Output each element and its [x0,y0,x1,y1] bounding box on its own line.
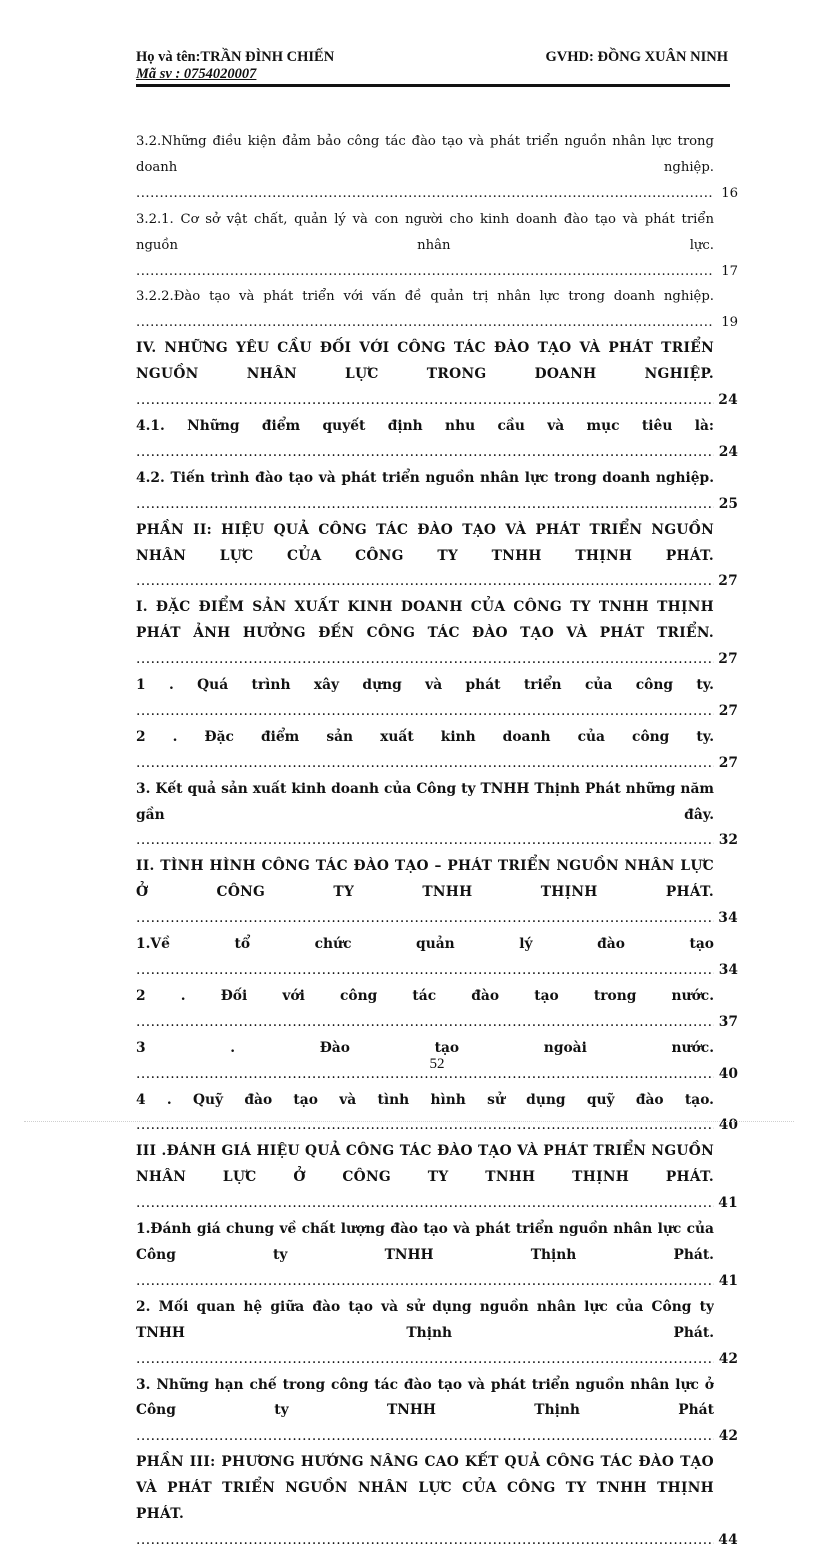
toc-entry-iii-3 [136,1373,738,1451]
toc-entry-title: 4.1. Những điểm quyết định nhu cầu và mục tiêu là: ..... [136,414,714,466]
toc-entry-3-2-1 [136,207,738,285]
toc-entry-section-iv [136,336,738,414]
toc-entry-page: 34 [718,910,738,927]
toc-entry-page: 27 [718,702,738,719]
toc-entry-page: 24 [718,392,738,409]
toc-entry-title: 3. Kết quả sản xuất kinh doanh của Công ty TNHH Thịnh Phát những năm gần đây. ..... [136,777,714,855]
toc-entry-section-i [136,595,738,673]
toc-entry-page: 25 [718,495,738,512]
table-of-contents [136,129,738,1554]
toc-entry-page: 41 [718,1195,738,1212]
toc-entry-page: 42 [718,1350,738,1367]
page-divider [24,1121,794,1122]
toc-entry-title: 1.Về tổ chức quản lý đào tạo ..... [136,932,714,984]
toc-entry-page: 44 [718,1531,738,1548]
page-number: 52 [429,1056,445,1072]
toc-entry-title: 3. Những hạn chế trong công tác đào tạo và phát triển nguồn nhân lực ở Công ty TNHH Thịnh Phát ..... [136,1373,714,1451]
toc-entry-title: 2 . Đối với công tác đào tạo trong nước. ..... [136,984,714,1036]
toc-entry-page: 24 [718,443,738,460]
toc-entry-title: IV. NHỮNG YÊU CẦU ĐỐI VỚI CÔNG TÁC ĐÀO TẠO VÀ PHÁT TRIỂN NGUỒN NHÂN LỰC TRONG DOANH NGHIỆP. ..... [136,336,714,414]
toc-entry-iii-1 [136,1217,738,1295]
toc-entry-4-1 [136,414,738,466]
toc-entry-part-iii [136,1450,738,1554]
toc-entry-page: 19 [721,315,738,331]
toc-entry-title: I. ĐẶC ĐIỂM SẢN XUẤT KINH DOANH CỦA CÔNG TY TNHH THỊNH PHÁT ẢNH HƯỞNG ĐẾN CÔNG TÁC ĐÀO TẠO VÀ PHÁT TRIỂN. ..... [136,595,714,673]
toc-entry-page: 16 [721,185,738,201]
toc-entry-title: 1 . Quá trình xây dựng và phát triển của công ty. ..... [136,673,714,725]
toc-entry-title: II. TÌNH HÌNH CÔNG TÁC ĐÀO TẠO – PHÁT TRIỂN NGUỒN NHÂN LỰC Ở CÔNG TY TNHH THỊNH PHÁT. ..... [136,854,714,932]
toc-entry-section-ii [136,854,738,932]
toc-entry-title: 2 . Đặc điểm sản xuất kinh doanh của công ty. ..... [136,725,714,777]
toc-entry-page: 17 [721,263,738,279]
toc-entry-title: 1.Đánh giá chung về chất lượng đào tạo và phát triển nguồn nhân lực của Công ty TNHH Thịnh Phát. ..... [136,1217,714,1295]
toc-entry-title: 3.2.Những điều kiện đảm bảo công tác đào tạo và phát triển nguồn nhân lực trong doanh nghiệp. ..... [136,129,714,207]
advisor-name: GVHD: ĐỒNG XUÂN NINH [545,49,728,65]
toc-entry-page: 34 [718,962,738,978]
toc-entry-title: 4.2. Tiến trình đào tạo và phát triển nguồn nhân lực trong doanh nghiệp. ..... [136,466,714,518]
student-name: Họ và tên:TRẦN ĐÌNH CHIẾN [136,49,335,65]
toc-entry-title: 3.2.2.Đào tạo và phát triển với vấn đề quản trị nhân lực trong doanh nghiệp. ..... [136,284,714,336]
toc-entry-1 [136,673,738,725]
page-header [136,48,730,87]
toc-entry-3-2-2 [136,284,738,336]
toc-entry-2 [136,725,738,777]
toc-entry-page: 40 [718,1065,738,1082]
student-id: Mã sv : 0754020007 [136,66,257,82]
toc-entry-title: 3.2.1. Cơ sở vật chất, quản lý và con người cho kinh doanh đào tạo và phát triển nguồn nhân lực. ..... [136,207,714,285]
toc-entry-title: 2. Mối quan hệ giữa đào tạo và sử dụng nguồn nhân lực của Công ty TNHH Thịnh Phát. ..... [136,1295,714,1373]
toc-entry-page: 27 [718,573,738,590]
toc-entry-page: 37 [718,1013,738,1030]
toc-entry-title: PHẦN II: HIỆU QUẢ CÔNG TÁC ĐÀO TẠO VÀ PHÁT TRIỂN NGUỒN NHÂN LỰC CỦA CÔNG TY TNHH THỊNH PHÁT. ..... [136,518,714,596]
toc-entry-page: 40 [718,1117,738,1134]
toc-entry-page: 42 [718,1428,738,1445]
toc-entry-page: 27 [718,651,738,668]
toc-entry-title: 4 . Quỹ đào tạo và tình hình sử dụng quỹ đào tạo. ..... [136,1088,714,1140]
toc-entry-title: III .ĐÁNH GIÁ HIỆU QUẢ CÔNG TÁC ĐÀO TẠO VÀ PHÁT TRIỂN NGUỒN NHÂN LỰC Ở CÔNG TY TNHH THỊNH PHÁT. ..... [136,1139,714,1217]
toc-entry-4-2 [136,466,738,518]
toc-entry-ii-4 [136,1088,738,1140]
toc-entry-ii-2 [136,984,738,1036]
toc-entry-iii-2 [136,1295,738,1373]
toc-entry-title: PHẦN III: PHƯƠNG HƯỚNG NÂNG CAO KẾT QUẢ CÔNG TÁC ĐÀO TẠO VÀ PHÁT TRIỂN NGUỒN NHÂN LỰC CỦA CÔNG TY TNHH THỊNH PHÁT. ..... [136,1450,714,1554]
toc-entry-3 [136,777,738,855]
toc-entry-3-2 [136,129,738,207]
toc-entry-page: 32 [718,832,738,849]
toc-entry-title: 3 . Đào tạo ngoài nước. ..... [136,1036,714,1088]
toc-entry-page: 27 [718,754,738,771]
toc-entry-ii-1 [136,932,738,984]
toc-entry-section-iii [136,1139,738,1217]
toc-entry-page: 41 [718,1272,738,1289]
toc-entry-part-ii [136,518,738,596]
